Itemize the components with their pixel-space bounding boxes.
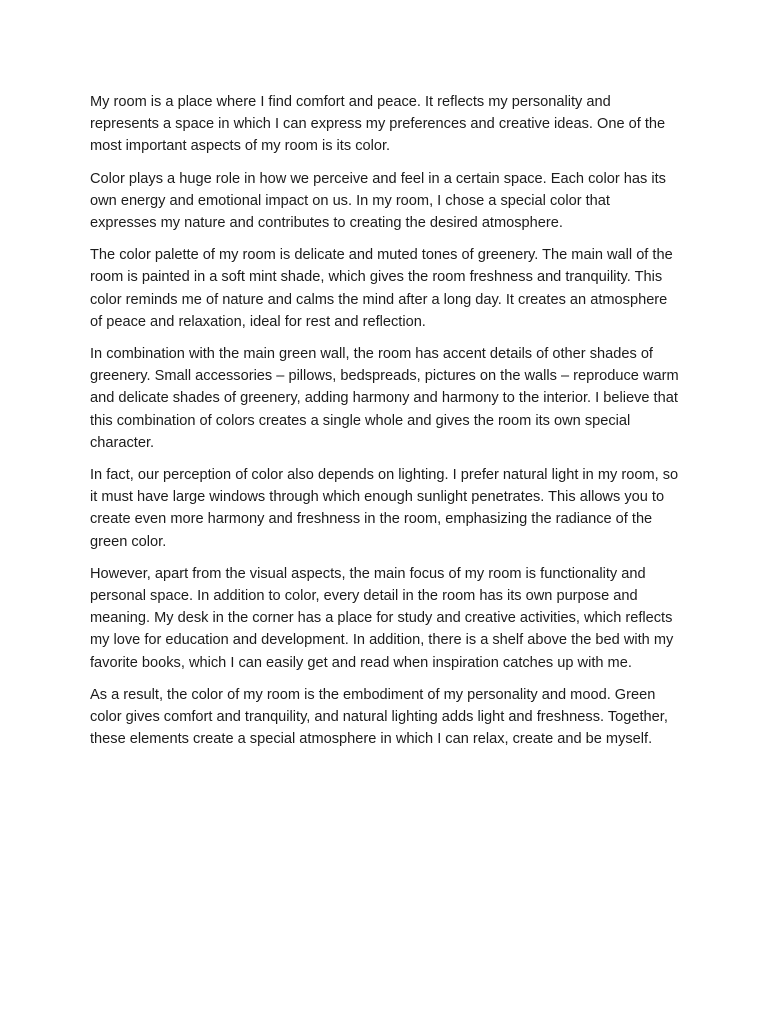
paragraph-2: Color plays a huge role in how we perceive and feel in a certain space. Each color has its own energy and emotional impact on us. In my room, I chose a special color that expresses my nature and contributes to creating the desired atmosphere. xyxy=(90,170,666,232)
paragraph-6: However, apart from the visual aspects, the main focus of my room is functionality and personal space. In addition to color, every detail in the room has its own purpose and meaning. My desk in the corner has a place for study and creative activities, which reflects my love for education and development. In addition, there is a shelf above the bed with my favorite books, which I can easily get and read when inspiration catches up with me. xyxy=(90,565,674,671)
document-body xyxy=(90,91,680,750)
paragraph-3: The color palette of my room is delicate and muted tones of greenery. The main wall of the room is painted in a soft mint shade, which gives the room freshness and tranquility. This color reminds me of nature and calms the mind after a long day. It creates an atmosphere of peace and relaxation, ideal for rest and reflection. xyxy=(90,247,673,330)
paragraph-4: In combination with the main green wall, the room has accent details of other shades of greenery. Small accessories – pillows, bedspreads, pictures on the walls – reproduce warm and delicate shades of greenery, adding harmony and harmony to the interior. I believe that this combination of colors creates a single whole and gives the room its own special character. xyxy=(90,346,679,451)
paragraph-5: In fact, our perception of color also depends on lighting. I prefer natural light in my room, so it must have large windows through which enough sunlight penetrates. This allows you to create even more harmony and freshness in the room, emphasizing the radiance of the green color. xyxy=(90,467,679,550)
paragraph-7: As a result, the color of my room is the embodiment of my personality and mood. Green color gives comfort and tranquility, and natural lighting adds light and freshness. Together, these elements create a special atmosphere in which I can relax, create and be myself. xyxy=(90,686,668,748)
paragraph-1: My room is a place where I find comfort and peace. It reflects my personality and represents a space in which I can express my preferences and creative ideas. One of the most important aspects of my room is its color. xyxy=(90,94,666,155)
